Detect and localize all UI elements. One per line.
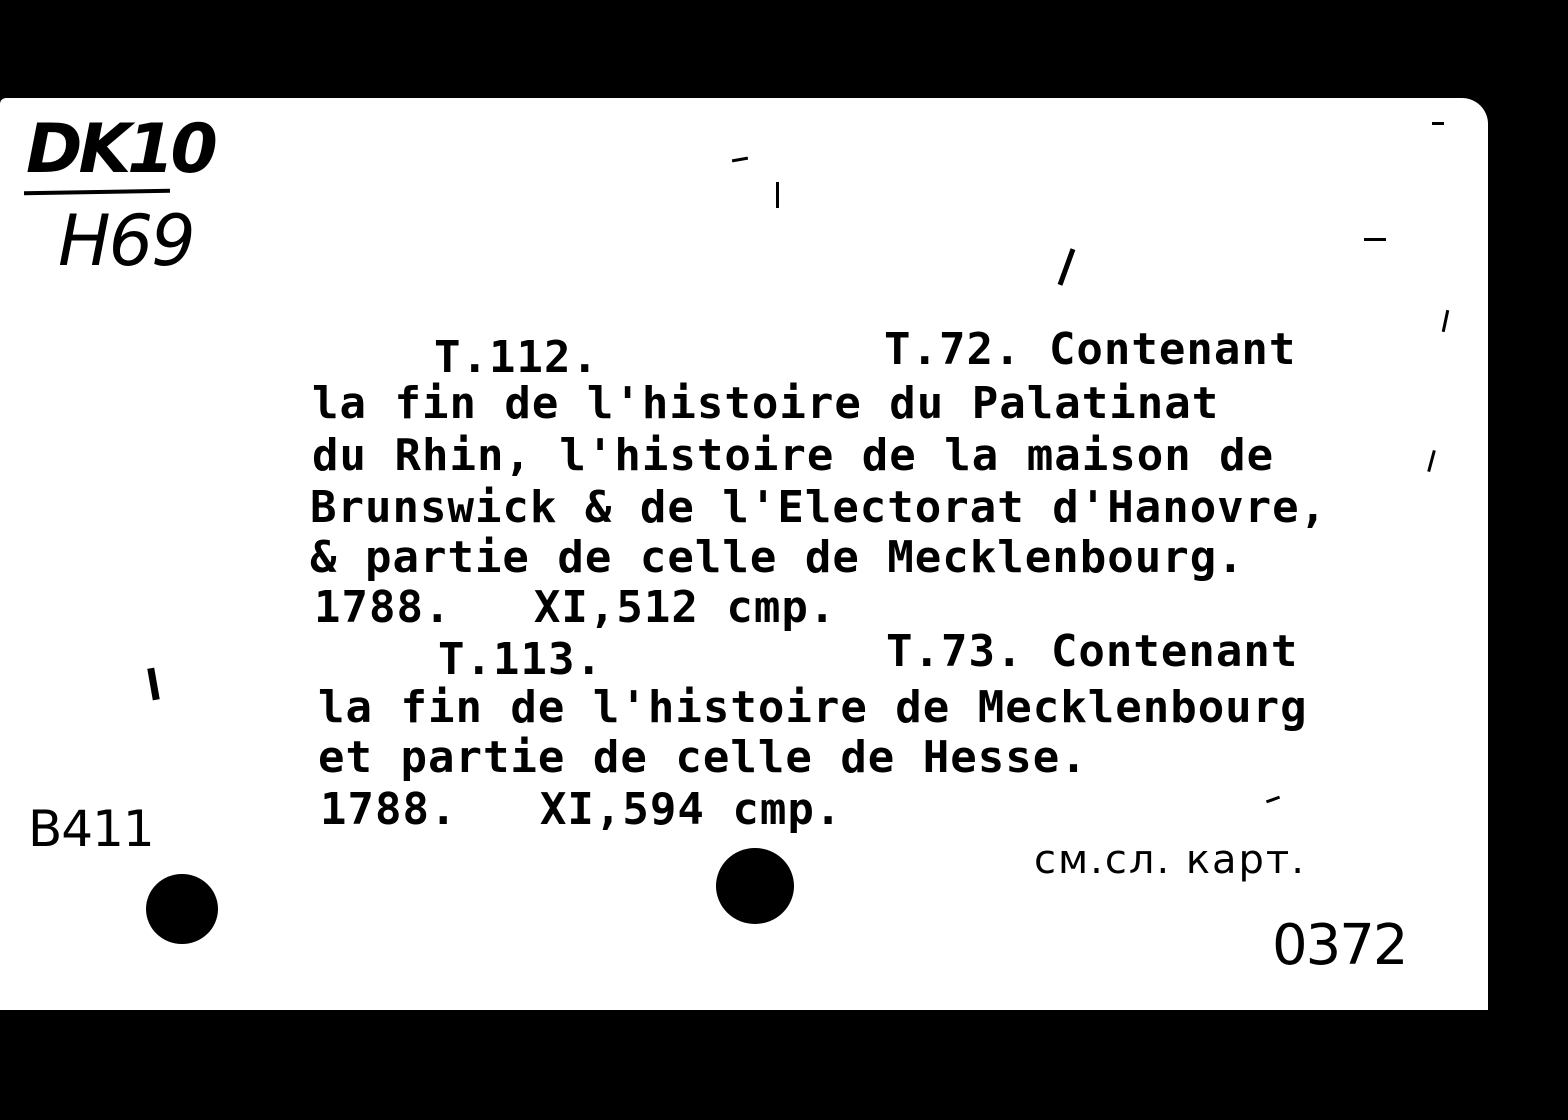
- ink-speck: [1058, 248, 1076, 285]
- catalog-card: [0, 98, 1488, 1010]
- ink-speck: [1432, 122, 1444, 125]
- vol2-line1: la fin de l'histoire de Mecklenbourg: [318, 682, 1308, 733]
- ink-speck: [147, 668, 159, 701]
- vol1-line3: Brunswick & de l'Electorat d'Hanovre,: [310, 482, 1328, 533]
- ink-speck: [776, 182, 779, 208]
- vol1-head-right: T.72. Contenant: [884, 324, 1297, 375]
- ink-speck: [1427, 450, 1436, 472]
- shelf-mark-underline: [24, 189, 170, 196]
- card-number: 0372: [1272, 913, 1407, 978]
- vol2-head-left: T.113.: [438, 634, 603, 685]
- inventory-number: B411: [28, 800, 154, 858]
- vol2-head-right: T.73. Contenant: [886, 626, 1299, 677]
- vol1-imprint: 1788. XI,512 cmp.: [314, 582, 837, 633]
- punch-hole-center: [716, 848, 794, 924]
- vol1-line2: du Rhin, l'histoire de la maison de: [312, 430, 1275, 481]
- continuation-note: см.сл. карт.: [1034, 837, 1306, 883]
- shelf-mark-line1: DK10: [26, 110, 214, 189]
- ink-speck: [1442, 310, 1450, 332]
- vol2-line2: et partie de celle de Hesse.: [318, 732, 1088, 783]
- ink-speck: [732, 157, 748, 163]
- vol1-line4: & partie de celle de Mecklenbourg.: [310, 532, 1245, 583]
- vol2-imprint: 1788. XI,594 cmp.: [320, 784, 843, 835]
- ink-speck: [1266, 796, 1280, 804]
- punch-hole-left: [146, 874, 218, 944]
- vol1-head-left: T.112.: [434, 332, 599, 383]
- shelf-mark-line2: H69: [58, 200, 194, 282]
- ink-speck: [1364, 238, 1386, 241]
- vol1-line1: la fin de l'histoire du Palatinat: [312, 378, 1220, 429]
